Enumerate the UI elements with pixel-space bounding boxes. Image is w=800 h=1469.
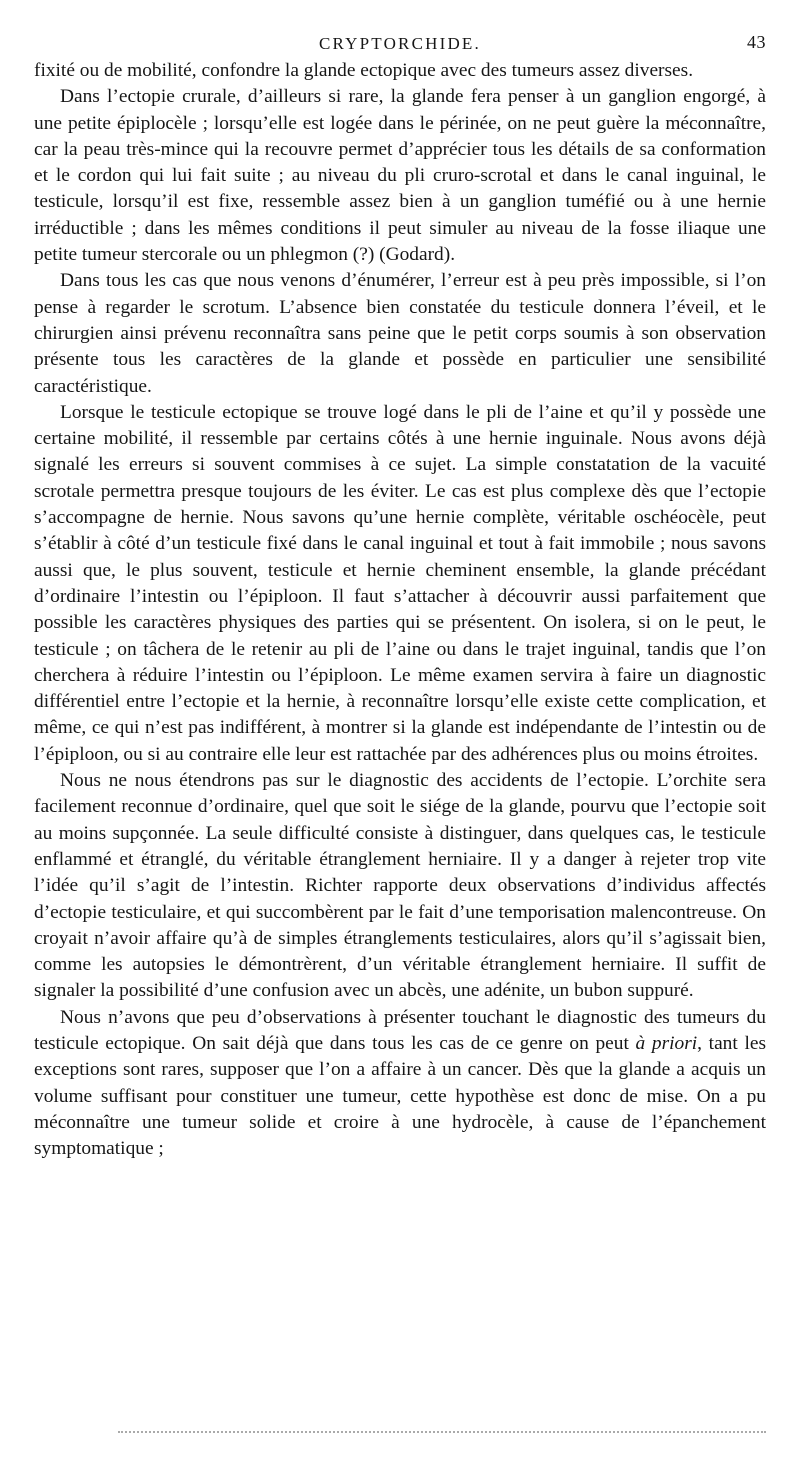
paragraph-text-start: Nous n’avons que peu d’observations à présenter touchant le diagnostic des tumeurs du testicule ectopique. On sait déjà que dans tous les cas de ce genre on peut <box>34 1006 766 1054</box>
bottom-dotted-rule <box>118 1431 766 1433</box>
body-text <box>34 58 766 1162</box>
page-number: 43 <box>747 32 766 52</box>
paragraph: Lorsque le testicule ectopique se trouve logé dans le pli de l’aine et qu’il y possède une certaine mobilité, il ressemble par certains côtés à une hernie inguinale. Nous avons déjà signalé les erreurs si souvent commises à ce sujet. La simple constatation de la vacuité scrotale permettra presque toujours de les éviter. Le cas est plus complexe dès que l’ectopie s’accompagne de hernie. Nous savons qu’une hernie complète, véritable oschéocèle, peut s’établir à côté d’un testicule fixé dans le canal inguinal et tout à fait immobile ; nous savons aussi que, le plus souvent, testicule et hernie cheminent ensemble, la glande précédant d’ordinaire l’intestin ou l’épiploon. Il faut s’attacher à découvrir aussi parfaitement que possible les caractères physiques des parties qui se présentent. On isolera, si on le peut, le testicule ; on tâchera de le retenir au pli de l’aine ou dans le trajet inguinal, tandis que l’on cherchera à réduire l’intestin ou l’épiploon. Le même examen servira à faire un diagnostic différentiel entre l’ectopie et la hernie, à reconnaître lorsqu’elle existe cette complication, et même, ce qui n’est pas indifférent, à montrer si la glande est indépendante de l’intestin ou de l’épiploon, ou si au contraire elle leur est rattachée par des adhérences plus ou moins étroites. <box>34 401 766 765</box>
page-header <box>34 28 766 58</box>
paragraph: fixité ou de mobilité, confondre la glande ectopique avec des tumeurs assez diverses. <box>34 60 694 81</box>
paragraph <box>34 1005 766 1163</box>
paragraph: Dans tous les cas que nous venons d’énumérer, l’erreur est à peu près impossible, si l’on pense à regarder le scrotum. L’absence bien constatée du testicule donnera l’éveil, et le chirurgien ainsi prévenu reconnaîtra sans peine que le petit corps soumis à son observation présente tous les caractères de la glande et possède en particulier une sensibilité caractéristique. <box>34 270 766 397</box>
paragraph: Dans l’ectopie crurale, d’ailleurs si rare, la glande fera penser à un ganglion engorgé, à une petite épiplocèle ; lorsqu’elle est logée dans le périnée, on ne peut guère la méconnaître, car la peau très-mince qui la recouvre permet d’apprécier tous les détails de sa conformation et le cordon qui lui fait suite ; au niveau du pli cruro-scrotal et dans le canal inguinal, le testicule, lorsqu’il est fixe, ressemble assez bien à un ganglion tuméfié ou à une hernie irréductible ; dans les mêmes conditions il peut simuler au niveau de la fosse iliaque une petite tumeur stercorale ou un phlegmon (?) (Godard). <box>34 86 766 266</box>
paragraph-text-end: , tant les exceptions sont rares, supposer que l’on a affaire à un cancer. Dès que la glande a acquis un volume suffisant pour constituer une tumeur, cette hypothèse est donc de mise. On a pu méconnaître une tumeur solide et croire à une hydrocèle, à cause de l’épanchement symptomatique ; <box>34 1032 766 1160</box>
italic-phrase: à priori <box>635 1032 698 1054</box>
paragraph: Nous ne nous étendrons pas sur le diagnostic des accidents de l’ectopie. L’orchite sera facilement reconnue d’ordinaire, quel que soit le siége de la glande, pourvu que l’ectopie soit au moins supçonnée. La seule difficulté consiste à distinguer, dans quelques cas, le testicule enflammé et étranglé, du véritable étranglement herniaire. Il y a danger à rejeter trop vite l’idée qu’il s’agit de l’intestin. Richter rapporte deux observations d’individus affectés d’ectopie testiculaire, et qui succombèrent par le fait d’une temporisation malencontreuse. On croyait n’avoir affaire qu’à de simples étranglements testiculaires, alors qu’il s’agissait bien, comme les autopsies le démontrèrent, d’un véritable étranglement herniaire. Il suffit de signaler la possibilité d’une confusion avec un abcès, une adénite, un bubon suppuré. <box>34 770 766 1002</box>
running-title: CRYPTORCHIDE. <box>319 34 481 53</box>
book-page <box>34 28 766 1162</box>
